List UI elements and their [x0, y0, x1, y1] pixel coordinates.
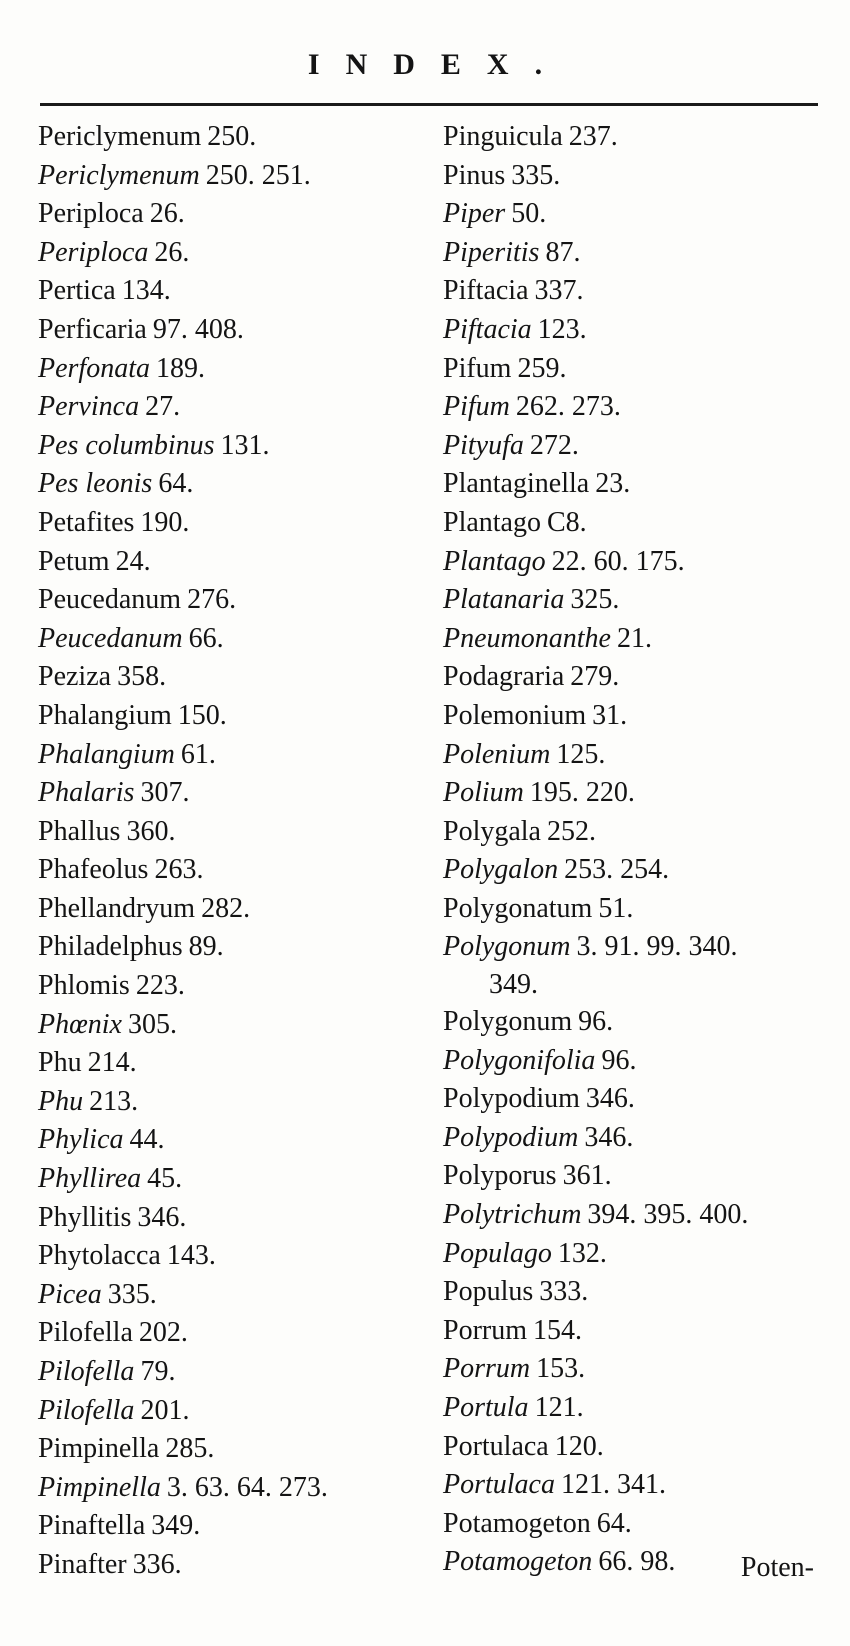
- index-entry: [38, 1314, 428, 1353]
- entry-term: Periclymenum: [38, 159, 200, 191]
- entry-pages: 250.: [207, 121, 257, 152]
- index-entry: [38, 1507, 428, 1546]
- entry-term: Phalaris: [38, 777, 135, 809]
- entry-term: Picea: [38, 1278, 102, 1310]
- entry-term: Polenium: [443, 738, 551, 770]
- entry-term: Philadelphus: [38, 931, 183, 963]
- entry-term: Polium: [443, 777, 524, 809]
- entry-term: Peucedanum: [38, 584, 182, 616]
- entry-term: Phylica: [38, 1124, 124, 1156]
- entry-pages: 262. 273.: [515, 391, 621, 423]
- entry-term: Phallus: [38, 815, 121, 847]
- entry-pages: 346.: [585, 1083, 635, 1115]
- index-entry: [38, 774, 428, 813]
- index-entry: [38, 736, 428, 775]
- entry-term: Plantago: [443, 506, 541, 538]
- index-entry: [38, 543, 428, 582]
- entry-pages: 64.: [158, 468, 194, 500]
- entry-pages: 120.: [554, 1430, 604, 1462]
- entry-term: Piper: [443, 198, 506, 230]
- index-entry: [443, 1273, 833, 1312]
- entry-term: Phellandryum: [38, 892, 196, 924]
- entry-pages: 131.: [220, 429, 270, 461]
- entry-pages: 263.: [154, 854, 204, 886]
- entry-term: Phyllitis: [38, 1201, 132, 1233]
- entry-pages: 250. 251.: [205, 159, 311, 191]
- index-entry: [443, 736, 833, 775]
- index-entry: [443, 1312, 833, 1351]
- entry-pages: 201.: [140, 1394, 190, 1426]
- index-entry: [38, 1044, 428, 1083]
- entry-term: Peziza: [38, 661, 112, 693]
- entry-pages: 24.: [115, 545, 151, 577]
- index-entry: [38, 1353, 428, 1392]
- entry-term: Pervinca: [38, 391, 140, 423]
- entry-term: Petafites: [38, 506, 135, 538]
- entry-pages: 66. 98.: [598, 1546, 676, 1578]
- entry-term: Piftacia: [443, 313, 532, 345]
- entry-term: Plantaginella: [443, 468, 590, 500]
- entry-pages: 3. 91. 99. 340.: [576, 931, 738, 963]
- entry-pages: 125.: [556, 738, 606, 770]
- index-entry: [443, 1080, 833, 1119]
- entry-term: Porrum: [443, 1314, 527, 1346]
- entry-pages: 190.: [140, 506, 190, 538]
- entry-term: Polytrichum: [443, 1199, 582, 1231]
- entry-term: Portulaca: [443, 1469, 555, 1501]
- entry-pages: 253. 254.: [564, 854, 670, 886]
- entry-term: Pinafter: [38, 1548, 127, 1580]
- index-entry: [443, 1157, 833, 1196]
- entry-term: Pes columbinus: [38, 429, 215, 461]
- entry-pages: 346.: [137, 1201, 187, 1233]
- entry-term: Petum: [38, 545, 110, 577]
- entry-pages: 202.: [138, 1317, 188, 1349]
- entry-term: Polygonum: [443, 931, 571, 963]
- entry-term: Perfonata: [38, 352, 150, 384]
- entry-term: Platanaria: [443, 584, 565, 616]
- page-title: INDEX.: [307, 48, 569, 81]
- entry-pages: 132.: [557, 1237, 607, 1269]
- entry-pages: 31.: [592, 699, 628, 731]
- entry-pages: 305.: [128, 1008, 177, 1040]
- entry-term: Polypodium: [443, 1121, 579, 1153]
- index-entry: [38, 1237, 428, 1276]
- entry-pages: 259.: [517, 352, 567, 384]
- index-entry: [38, 350, 428, 389]
- entry-term: Phytolacca: [38, 1240, 161, 1272]
- entry-pages: 150.: [177, 699, 227, 731]
- index-entry: [38, 427, 428, 466]
- entry-pages: 134.: [121, 275, 171, 307]
- entry-pages: 189.: [156, 352, 205, 384]
- index-entry: [443, 195, 833, 234]
- index-entry: [443, 1350, 833, 1389]
- entry-term: Polemonium: [443, 699, 587, 731]
- index-entry: [443, 272, 833, 311]
- entry-term: Pinguicula: [443, 121, 563, 152]
- index-entry: [38, 1430, 428, 1469]
- index-entry: [443, 427, 833, 466]
- index-entry: [38, 272, 428, 311]
- entry-term: Polypodium: [443, 1083, 580, 1115]
- entry-pages: 123.: [537, 313, 587, 345]
- entry-term: Pilofella: [38, 1394, 135, 1426]
- entry-pages: 213.: [89, 1085, 139, 1117]
- index-entry: [38, 504, 428, 543]
- index-entry: [38, 1469, 428, 1508]
- entry-pages: 97. 408.: [152, 313, 244, 345]
- index-entry: [38, 967, 428, 1006]
- index-entry: [443, 581, 833, 620]
- entry-term: Pityufa: [443, 429, 524, 461]
- entry-pages: 87.: [545, 236, 581, 268]
- index-entry: [443, 1042, 833, 1081]
- index-entry: [38, 388, 428, 427]
- entry-term: Pertica: [38, 275, 116, 307]
- entry-pages: 96.: [578, 1006, 614, 1038]
- index-entry: [443, 1235, 833, 1274]
- index-entry: [443, 1196, 833, 1235]
- entry-pages: 349.: [489, 969, 538, 1001]
- entry-term: Polygonatum: [443, 892, 593, 924]
- index-entry: [38, 890, 428, 929]
- entry-pages: 66.: [188, 622, 224, 654]
- entry-term: Perficaria: [38, 313, 147, 345]
- entry-pages: 335.: [511, 159, 561, 191]
- entry-term: Piftacia: [443, 275, 529, 307]
- left-column: [38, 118, 428, 1585]
- entry-term: Phalangium: [38, 699, 172, 731]
- header-rule: [40, 103, 818, 106]
- entry-term: Populago: [443, 1237, 552, 1269]
- index-entry: [443, 928, 833, 967]
- entry-term: Polygonum: [443, 1006, 573, 1038]
- index-entry: [443, 1389, 833, 1428]
- index-entry: [38, 1199, 428, 1238]
- entry-term: Potamogeton: [443, 1546, 593, 1578]
- entry-pages: C8.: [547, 506, 587, 538]
- right-column: [443, 118, 833, 1582]
- index-entry: [38, 1392, 428, 1431]
- entry-pages: 45.: [147, 1163, 183, 1195]
- index-entry: [443, 311, 833, 350]
- entry-pages: 360.: [126, 815, 176, 847]
- entry-term: Periclymenum: [38, 121, 202, 152]
- entry-pages: 276.: [187, 584, 237, 616]
- index-entry: [38, 195, 428, 234]
- entry-term: Pimpinella: [38, 1433, 160, 1465]
- entry-term: Pimpinella: [38, 1471, 161, 1503]
- entry-pages: 26.: [149, 198, 185, 230]
- entry-pages: 51.: [598, 892, 634, 924]
- entry-term: Periploca: [38, 198, 144, 230]
- index-entry: [38, 928, 428, 967]
- entry-pages: 346.: [584, 1121, 634, 1153]
- entry-pages: 96.: [601, 1044, 637, 1076]
- entry-pages: 121. 341.: [561, 1469, 666, 1501]
- entry-pages: 26.: [154, 236, 190, 268]
- index-entry: [38, 157, 428, 196]
- index-entry: [443, 1466, 833, 1505]
- entry-pages: 3. 63. 64. 273.: [166, 1471, 328, 1503]
- entry-pages: 325.: [570, 584, 620, 616]
- entry-pages: 223.: [135, 970, 185, 1002]
- index-entry: [443, 1505, 833, 1544]
- entry-term: Pinus: [443, 159, 506, 191]
- entry-pages: 252.: [547, 815, 596, 847]
- entry-pages: 153.: [536, 1353, 586, 1385]
- entry-pages: 272.: [529, 429, 579, 461]
- index-entry: [443, 620, 833, 659]
- index-entry: [38, 581, 428, 620]
- index-entry: [443, 350, 833, 389]
- entry-term: Pes leonis: [38, 468, 153, 500]
- index-entry: [38, 658, 428, 697]
- index-entry: [443, 118, 833, 157]
- index-entry: [38, 311, 428, 350]
- entry-pages: 154.: [533, 1314, 582, 1346]
- entry-term: Podagraria: [443, 661, 565, 693]
- index-entry: [443, 1003, 833, 1042]
- entry-term: Periploca: [38, 236, 149, 268]
- index-entry: [443, 543, 833, 582]
- index-entry: [443, 658, 833, 697]
- index-entry: [38, 1160, 428, 1199]
- entry-pages: 361.: [562, 1160, 612, 1192]
- entry-term: Portula: [443, 1392, 529, 1423]
- index-entry: [38, 1121, 428, 1160]
- entry-term: Potamogeton: [443, 1507, 591, 1539]
- entry-term: Phafeolus: [38, 854, 149, 886]
- entry-pages: 337.: [534, 275, 584, 307]
- entry-pages: 195. 220.: [529, 777, 635, 809]
- entry-pages: 349.: [151, 1510, 201, 1542]
- entry-term: Pifum: [443, 391, 510, 423]
- entry-pages: 44.: [129, 1124, 165, 1156]
- index-entry: [443, 465, 833, 504]
- index-entry: [443, 234, 833, 273]
- entry-term: Piperitis: [443, 236, 540, 268]
- entry-pages: 285.: [165, 1433, 215, 1465]
- entry-pages: 358.: [117, 661, 167, 693]
- entry-term: Pilofella: [38, 1356, 135, 1387]
- index-entry: [38, 620, 428, 659]
- entry-term: Pifum: [443, 352, 512, 384]
- entry-pages: 50.: [511, 198, 547, 230]
- index-entry: [38, 118, 428, 157]
- entry-pages: 394. 395. 400.: [587, 1199, 749, 1231]
- entry-term: Phlomis: [38, 970, 130, 1002]
- entry-term: Polygonifolia: [443, 1044, 596, 1076]
- entry-term: Portulaca: [443, 1430, 549, 1462]
- index-entry: [443, 813, 833, 852]
- entry-pages: 282.: [201, 892, 251, 924]
- entry-term: Plantago: [443, 545, 546, 577]
- entry-term: Phu: [38, 1085, 84, 1117]
- entry-term: Phyllirea: [38, 1163, 142, 1195]
- entry-pages: 23.: [595, 468, 631, 500]
- index-entry: [38, 813, 428, 852]
- catchword: Poten-: [740, 1552, 814, 1583]
- entry-pages: 121.: [534, 1392, 584, 1423]
- entry-term: Polyporus: [443, 1160, 557, 1192]
- index-entry: [38, 1083, 428, 1122]
- index-entry: [443, 774, 833, 813]
- index-entry: [443, 504, 833, 543]
- entry-pages: 27.: [145, 391, 181, 423]
- index-entry: [38, 234, 428, 273]
- entry-term: Peucedanum: [38, 622, 183, 654]
- index-entry: [443, 697, 833, 736]
- entry-pages: 64.: [596, 1507, 632, 1539]
- index-entry: [443, 157, 833, 196]
- index-entry: [38, 1276, 428, 1315]
- entry-term: Pneumonanthe: [443, 622, 611, 654]
- index-entry: [443, 1428, 833, 1467]
- entry-pages: 279.: [570, 661, 620, 693]
- entry-term: Pinaftella: [38, 1510, 146, 1542]
- index-entry: [38, 465, 428, 504]
- entry-pages: 143.: [166, 1240, 216, 1272]
- entry-pages: 214.: [87, 1047, 137, 1079]
- entry-pages: 333.: [539, 1276, 589, 1308]
- entry-pages: 61.: [180, 738, 216, 770]
- index-entry: [443, 890, 833, 929]
- entry-term: Phœnix: [38, 1008, 122, 1040]
- entry-term: Phu: [38, 1047, 82, 1079]
- entry-term: Polygalon: [443, 854, 559, 886]
- entry-pages: 336.: [132, 1548, 182, 1580]
- index-entry: [38, 1546, 428, 1585]
- entry-pages: 307.: [140, 777, 190, 809]
- index-entry: [38, 1006, 428, 1045]
- entry-term: Phalangium: [38, 738, 175, 770]
- entry-pages: 89.: [188, 931, 224, 963]
- index-entry: [38, 697, 428, 736]
- entry-pages: 21.: [616, 622, 652, 654]
- entry-pages: 79.: [140, 1356, 176, 1387]
- entry-term: Polygala: [443, 815, 541, 847]
- index-entry: [443, 851, 833, 890]
- index-entry: [443, 967, 833, 1003]
- entry-term: Porrum: [443, 1353, 531, 1385]
- index-entry: [443, 1119, 833, 1158]
- entry-term: Populus: [443, 1276, 534, 1308]
- index-entry: [443, 388, 833, 427]
- entry-pages: 22. 60. 175.: [551, 545, 685, 577]
- entry-pages: 335.: [107, 1278, 157, 1310]
- index-entry: [38, 851, 428, 890]
- entry-term: Pilofella: [38, 1317, 133, 1349]
- entry-pages: 237.: [568, 121, 618, 152]
